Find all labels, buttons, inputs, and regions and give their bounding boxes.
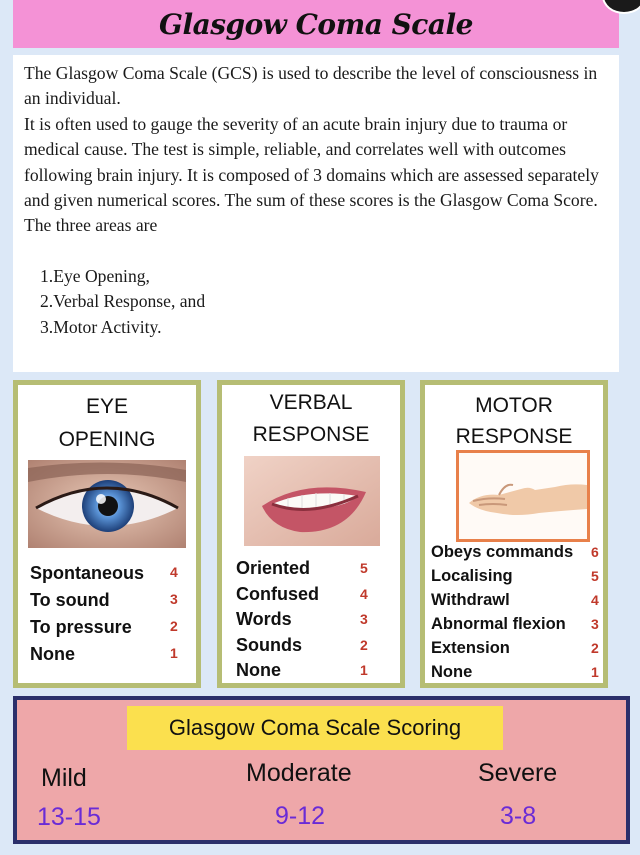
list-item <box>30 590 190 617</box>
motor-card-title-line2: RESPONSE <box>455 425 573 448</box>
motor-item-label: Extension <box>431 639 510 657</box>
eye-item-score: 4 <box>170 564 178 580</box>
list-item <box>431 663 607 687</box>
eye-item-score: 3 <box>170 591 178 607</box>
list-item: 2.Verbal Response, and <box>40 291 206 312</box>
motor-item-score: 1 <box>591 664 599 680</box>
list-item <box>30 617 190 644</box>
verbal-item-label: Confused <box>236 583 319 604</box>
verbal-item-score: 1 <box>360 662 368 678</box>
list-item: 1.Eye Opening, <box>40 265 150 286</box>
severity-mild-range: 13-15 <box>37 803 101 831</box>
motor-score-list <box>431 543 607 687</box>
motor-item-label: Withdrawl <box>431 591 510 609</box>
eye-item-label: None <box>30 644 75 664</box>
list-item <box>431 543 607 567</box>
motor-response-card <box>420 380 608 688</box>
severity-moderate-range: 9-12 <box>275 802 326 830</box>
eye-photo <box>28 460 186 548</box>
eye-card-title-line1: EYE <box>85 395 129 418</box>
list-item <box>236 660 396 686</box>
motor-item-label: Abnormal flexion <box>431 615 566 633</box>
list-item <box>431 591 607 615</box>
list-item <box>30 563 190 590</box>
list-item <box>431 639 607 663</box>
motor-item-label: None <box>431 663 473 681</box>
eye-icon <box>28 460 186 548</box>
verbal-item-label: Words <box>236 609 292 629</box>
list-item <box>236 558 396 584</box>
verbal-item-score: 4 <box>360 585 368 602</box>
mouth-icon <box>244 456 380 546</box>
motor-item-score: 3 <box>591 616 599 632</box>
page-title: Glasgow Coma Scale <box>159 7 473 41</box>
eye-score-list <box>30 563 190 671</box>
motor-item-score: 6 <box>591 544 599 560</box>
list-item <box>236 609 396 635</box>
verbal-item-score: 2 <box>360 636 368 653</box>
verbal-card-title-line1: VERBAL <box>269 391 353 414</box>
hand-photo <box>456 450 590 542</box>
list-item <box>236 584 396 610</box>
severity-moderate-label: Moderate <box>246 759 352 787</box>
intro-panel <box>13 55 619 372</box>
eye-item-label: Spontaneous <box>30 563 145 583</box>
verbal-card-title-line2: RESPONSE <box>252 423 370 446</box>
verbal-item-label: None <box>236 660 281 680</box>
list-item <box>431 615 607 639</box>
severity-severe-label: Severe <box>478 759 558 787</box>
list-item: 3.Motor Activity. <box>40 316 162 337</box>
eye-opening-card <box>13 380 201 688</box>
intro-paragraph-3: The three areas are <box>24 215 158 236</box>
eye-item-label: To pressure <box>30 617 132 637</box>
list-item <box>431 567 607 591</box>
motor-item-label: Obeys commands <box>431 543 574 561</box>
list-item <box>30 644 190 671</box>
verbal-item-score: 5 <box>360 560 368 576</box>
scoring-panel <box>13 696 630 844</box>
title-banner <box>13 0 619 48</box>
intro-paragraph-1: The Glasgow Coma Scale (GCS) is used to describe the level of consciousness in an individual. <box>24 63 598 109</box>
motor-item-label: Localising <box>431 567 513 585</box>
motor-card-title-line1: MOTOR <box>475 394 553 417</box>
list-item <box>236 635 396 661</box>
eye-item-score: 1 <box>170 645 178 661</box>
mouth-photo <box>244 456 380 546</box>
hand-icon <box>459 453 587 539</box>
severity-severe-range: 3-8 <box>500 802 537 830</box>
verbal-item-label: Sounds <box>236 634 302 655</box>
areas-list <box>24 264 607 340</box>
severity-mild-label: Mild <box>41 764 87 792</box>
verbal-response-card <box>217 380 405 688</box>
intro-paragraph-2: It is often used to gauge the severity of an acute brain injury due to trauma or medical cause. The test is simple, reliable, and correlates well with outcomes following brain injury. It is composed of 3 domains which are assessed separately and given numerical scores. The sum of these scores is the Glasgow Coma Score. <box>24 113 599 211</box>
motor-item-score: 5 <box>591 568 599 584</box>
eye-card-title-line2: OPENING <box>58 428 156 451</box>
motor-item-score: 4 <box>591 592 599 608</box>
motor-item-score: 2 <box>591 640 599 656</box>
verbal-score-list <box>236 558 396 686</box>
eye-item-score: 2 <box>170 618 178 634</box>
eye-item-label: To sound <box>30 590 110 610</box>
verbal-item-score: 3 <box>360 611 368 627</box>
scoring-title: Glasgow Coma Scale Scoring <box>127 706 503 750</box>
verbal-item-label: Oriented <box>236 558 311 578</box>
